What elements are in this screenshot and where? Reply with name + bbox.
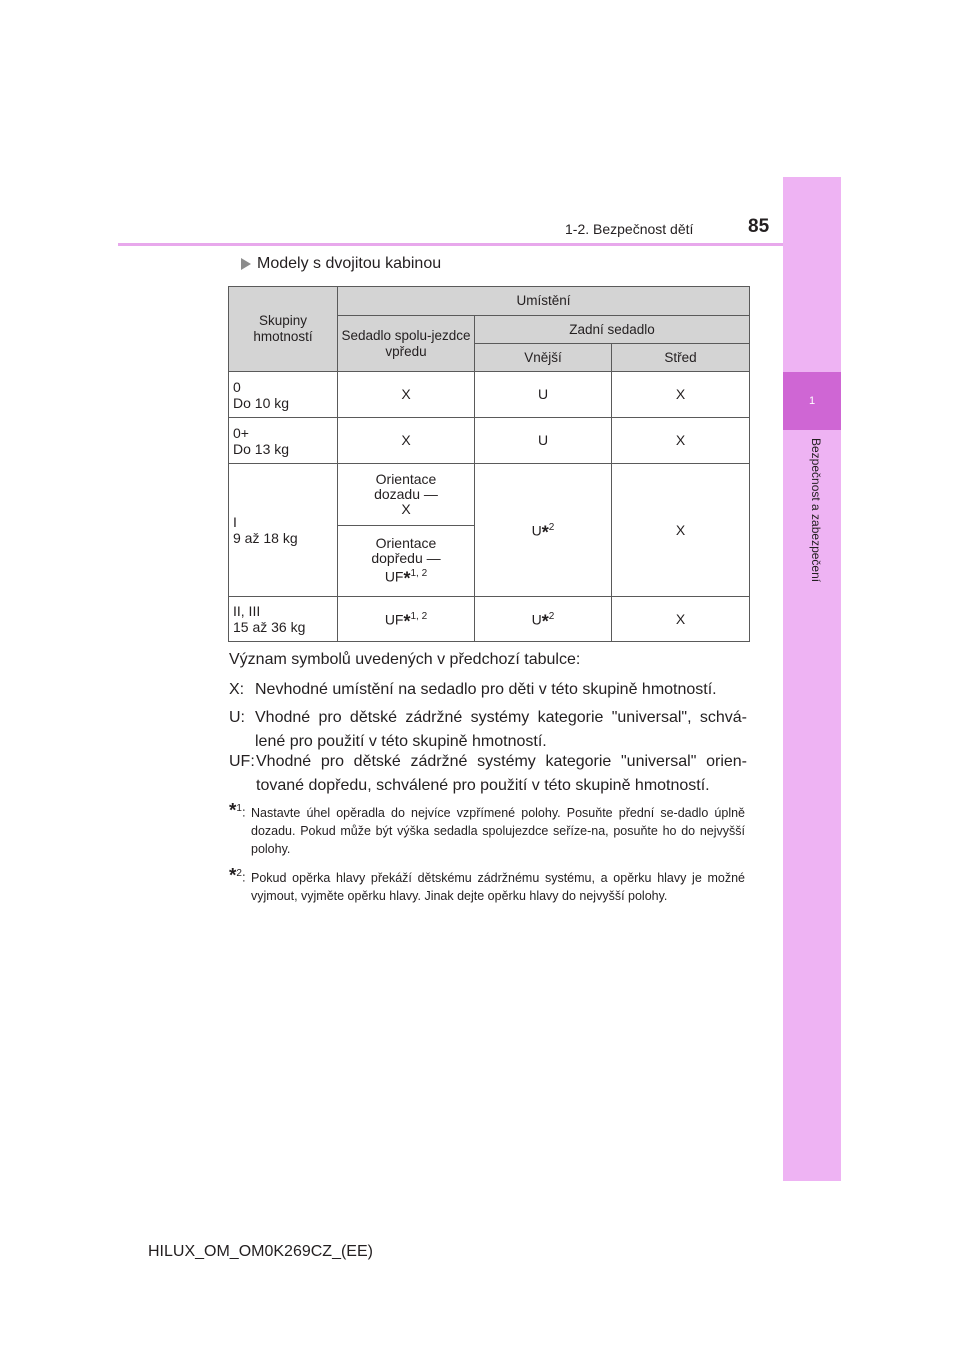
group-cell	[229, 372, 338, 418]
footnote-text: Pokud opěrka hlavy překáží dětskému zádržnému systému, a opěrku hlavy je možné vyjmout, vyjměte opěrku hlavy. Jinak dejte opěrku hlavy do nejvyšší polohy.	[251, 871, 745, 903]
footnote-number: 1	[236, 803, 242, 814]
subheading	[241, 255, 441, 273]
legend-key: X:	[229, 681, 245, 698]
cell-center: X	[612, 418, 750, 464]
chapter-number-tab[interactable]: 1	[783, 372, 841, 430]
header-rule	[118, 243, 783, 246]
group-label: 0	[233, 378, 241, 395]
footnote-ref: 1, 2	[410, 610, 428, 622]
footnote-ref: 2	[548, 521, 555, 533]
cell-front	[338, 597, 475, 642]
cell-front: X	[338, 418, 475, 464]
chapter-side-tab	[783, 177, 841, 1181]
orientation-code-line	[338, 566, 474, 587]
footnote-ref: 2	[548, 610, 555, 622]
legend-item-uf	[229, 750, 747, 798]
footnote-text: Nastavte úhel opěradla do nejvíce vzpřímené polohy. Posuňte přední se-dadlo úplně dozadu. Pokud může být výška sedadla spolujezdce seříze-na, posuňte ho do nejvyšší polohy.	[251, 806, 745, 856]
orientation-direction: dozadu —	[374, 486, 438, 502]
legend-text: Nevhodné umístění na sedadlo pro děti v této skupině hmotností.	[255, 681, 717, 698]
asterisk-icon: *	[541, 522, 549, 543]
group-label: I	[233, 514, 237, 530]
asterisk-icon: *	[403, 611, 411, 632]
legend-item-x	[229, 678, 747, 702]
legend-intro: Význam symbolů uvedených v předchozí tabulce:	[229, 651, 581, 668]
group-cell	[229, 418, 338, 464]
suitability-code: UF	[384, 568, 404, 585]
footnote-marker: *$^2$:	[229, 865, 246, 887]
table-row	[229, 464, 750, 526]
asterisk-icon: *	[541, 611, 549, 632]
group-weight: 15 až 36 kg	[233, 619, 306, 635]
group-label: 0+	[233, 424, 249, 441]
group-label: II, III	[233, 603, 261, 619]
table-header-row	[229, 287, 750, 316]
header-group: Skupiny hmotností	[229, 287, 338, 372]
footnote-ref: 1, 2	[410, 567, 428, 579]
cell-front-rearward	[338, 464, 475, 526]
cell-center: X	[612, 372, 750, 418]
suitability-code: U	[531, 522, 542, 539]
header-center: Střed	[612, 344, 750, 372]
asterisk-icon: *	[229, 800, 237, 822]
subheading-text: Modely s dvojitou kabinou	[257, 255, 442, 272]
group-weight: 9 až 18 kg	[233, 530, 298, 546]
legend-key: UF:	[229, 753, 255, 770]
group-weight: Do 13 kg	[233, 440, 290, 457]
footnote-marker: *$^1$:	[229, 800, 246, 822]
chapter-label: Bezpečnost a zabezpečení	[809, 438, 823, 583]
footnote-1	[229, 800, 745, 858]
suitability-code: U	[531, 611, 542, 628]
asterisk-icon: *	[403, 568, 411, 589]
cell-center: X	[612, 597, 750, 642]
triangle-bullet-icon	[241, 258, 251, 270]
page-number: 85	[748, 216, 770, 237]
cell-outer: U	[475, 418, 612, 464]
cell-outer	[475, 464, 612, 597]
cell-outer	[475, 597, 612, 642]
section-title: 1-2. Bezpečnost dětí	[565, 221, 694, 237]
header-placement: Umístění	[338, 287, 750, 316]
table-row	[229, 372, 750, 418]
group-cell	[229, 464, 338, 597]
asterisk-icon: *	[229, 865, 237, 887]
orientation-label: Orientace	[375, 534, 437, 551]
legend-text: Vhodné pro dětské zádržné systémy kategorie "universal", schvá-lené pro použití v této skupině hmotností.	[255, 709, 747, 750]
suitability-code: UF	[384, 611, 404, 628]
legend-text: Vhodné pro dětské zádržné systémy kategorie "universal" orien-tované dopředu, schválené pro použití v této skupině hmotností.	[256, 753, 747, 794]
orientation-label: Orientace	[375, 471, 437, 487]
orientation-direction: dopředu —	[371, 549, 441, 566]
footnote-number: 2	[236, 868, 242, 879]
legend-item-u	[229, 706, 747, 754]
table-row	[229, 418, 750, 464]
header-front-seat: Sedadlo spolu-jezdce vpředu	[338, 316, 475, 372]
orientation-code: X	[401, 501, 411, 517]
document-code: HILUX_OM_OM0K269CZ_(EE)	[148, 1243, 373, 1260]
cell-center: X	[612, 464, 750, 597]
group-weight: Do 10 kg	[233, 394, 290, 411]
cell-front-forward	[338, 526, 475, 597]
legend-key: U:	[229, 709, 245, 726]
table-row	[229, 597, 750, 642]
group-cell	[229, 597, 338, 642]
header-rear-seat: Zadní sedadlo	[475, 316, 750, 344]
header-outer: Vnější	[475, 344, 612, 372]
cell-outer: U	[475, 372, 612, 418]
seat-suitability-table	[228, 286, 750, 642]
cell-front: X	[338, 372, 475, 418]
footnote-2	[229, 865, 745, 905]
